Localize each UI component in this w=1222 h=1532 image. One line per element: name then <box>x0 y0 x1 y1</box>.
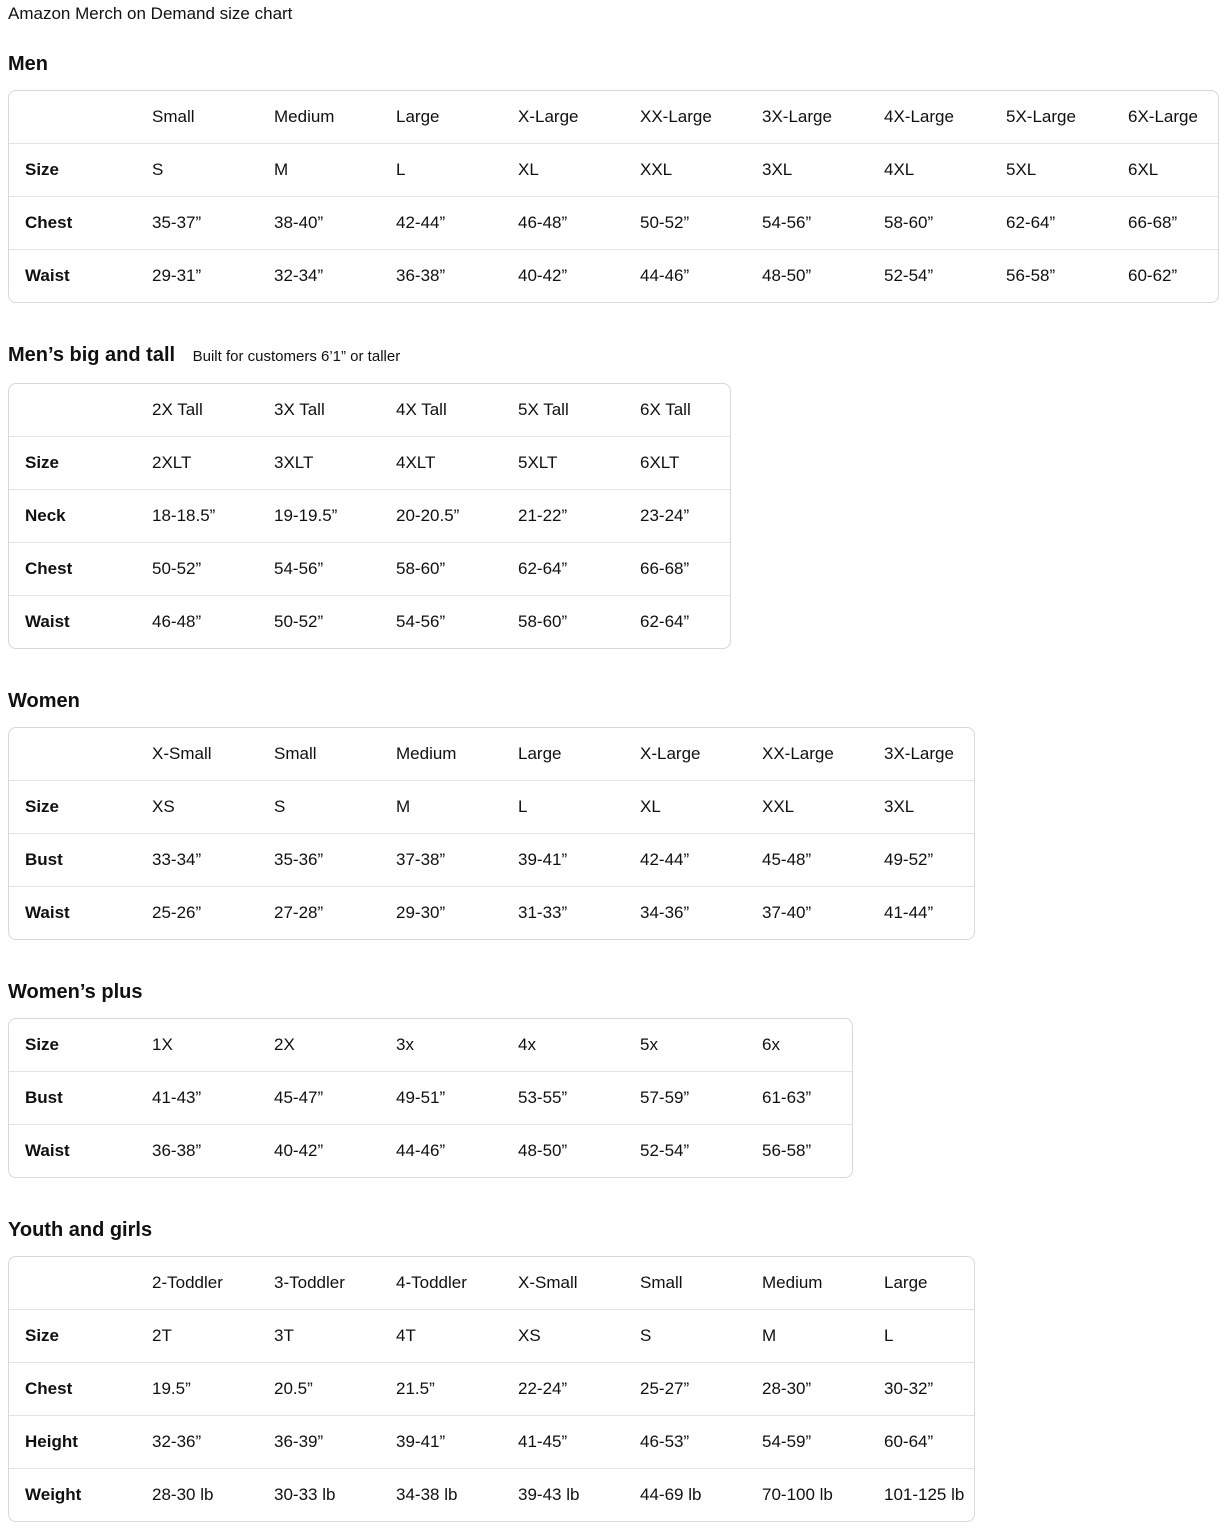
cell: 18-18.5” <box>136 490 258 543</box>
cell: 62-64” <box>502 543 624 596</box>
cell: 57-59” <box>624 1072 746 1125</box>
section-title: Women’s plus <box>8 981 143 1003</box>
cell: 58-60” <box>502 596 624 649</box>
row-label: Height <box>9 1416 136 1469</box>
cell: M <box>746 1310 868 1363</box>
table-row <box>9 1469 974 1522</box>
cell: 3x <box>396 1035 414 1054</box>
cell: 2T <box>136 1310 258 1363</box>
section-youth-and-girls <box>8 1218 1214 1522</box>
cell: L <box>868 1310 974 1363</box>
table-row <box>9 250 1218 303</box>
section-womens-plus <box>8 980 1214 1178</box>
cell: 6XL <box>1112 144 1218 197</box>
column-header: Medium <box>274 107 335 126</box>
column-header: 3-Toddler <box>274 1273 345 1292</box>
size-table-card <box>8 1256 975 1522</box>
cell: 41-45” <box>502 1416 624 1469</box>
cell: 20-20.5” <box>380 490 502 543</box>
column-header-row <box>9 1257 974 1310</box>
column-header: 6X Tall <box>640 400 691 419</box>
cell: 22-24” <box>502 1363 624 1416</box>
row-label: Chest <box>9 543 136 596</box>
table-row <box>9 1125 852 1178</box>
cell: 70-100 lb <box>746 1469 868 1522</box>
cell: 53-55” <box>502 1072 624 1125</box>
cell: 40-42” <box>258 1125 380 1178</box>
row-label: Bust <box>9 1072 136 1125</box>
cell: 37-40” <box>746 887 868 940</box>
cell: 30-32” <box>868 1363 974 1416</box>
cell: 54-56” <box>258 543 380 596</box>
column-header: Small <box>274 744 317 763</box>
column-header: 5X Tall <box>518 400 569 419</box>
table-row <box>9 197 1218 250</box>
cell: 34-38 lb <box>380 1469 502 1522</box>
cell: 62-64” <box>990 197 1112 250</box>
cell: XL <box>502 144 624 197</box>
size-table <box>9 1257 974 1521</box>
cell: 46-53” <box>624 1416 746 1469</box>
row-label: Size <box>9 781 136 834</box>
cell: M <box>258 144 380 197</box>
cell: 56-58” <box>990 250 1112 303</box>
cell: 29-31” <box>136 250 258 303</box>
cell: 36-38” <box>380 250 502 303</box>
cell: XS <box>136 781 258 834</box>
column-header: 2X Tall <box>152 400 203 419</box>
cell: 23-24” <box>624 490 730 543</box>
cell: S <box>258 781 380 834</box>
section-title: Youth and girls <box>8 1219 153 1241</box>
column-header: 2-Toddler <box>152 1273 223 1292</box>
cell: 3T <box>258 1310 380 1363</box>
cell: 3XL <box>868 781 974 834</box>
column-header-row <box>9 91 1218 144</box>
cell: 19-19.5” <box>258 490 380 543</box>
cell: 3XL <box>746 144 868 197</box>
size-table <box>9 1019 852 1177</box>
cell: 32-34” <box>258 250 380 303</box>
cell: 66-68” <box>1112 197 1218 250</box>
cell: 46-48” <box>136 596 258 649</box>
cell: 50-52” <box>624 197 746 250</box>
cell: 54-56” <box>380 596 502 649</box>
corner-cell <box>9 728 136 781</box>
cell: 34-36” <box>624 887 746 940</box>
cell: 54-56” <box>746 197 868 250</box>
row-label: Neck <box>9 490 136 543</box>
cell: 4T <box>380 1310 502 1363</box>
table-row <box>9 1072 852 1125</box>
row-label: Waist <box>9 596 136 649</box>
row-label: Size <box>9 437 136 490</box>
cell: 21-22” <box>502 490 624 543</box>
cell: 28-30” <box>746 1363 868 1416</box>
cell: 48-50” <box>746 250 868 303</box>
cell: 38-40” <box>258 197 380 250</box>
cell: 61-63” <box>746 1072 852 1125</box>
cell: 58-60” <box>868 197 990 250</box>
cell: 2X <box>274 1035 295 1054</box>
cell: 29-30” <box>380 887 502 940</box>
cell: 25-27” <box>624 1363 746 1416</box>
cell: XS <box>502 1310 624 1363</box>
size-table <box>9 728 974 939</box>
column-header: Large <box>884 1273 928 1292</box>
cell: 52-54” <box>868 250 990 303</box>
page-title: Amazon Merch on Demand size chart <box>8 4 293 23</box>
cell: 35-37” <box>136 197 258 250</box>
table-row <box>9 1416 974 1469</box>
column-header: 4X Tall <box>396 400 447 419</box>
cell: 44-46” <box>624 250 746 303</box>
section-women <box>8 689 1214 940</box>
cell: 21.5” <box>380 1363 502 1416</box>
size-table-card <box>8 727 975 940</box>
cell: 3XLT <box>258 437 380 490</box>
cell: 101-125 lb <box>868 1469 974 1522</box>
cell: 60-64” <box>868 1416 974 1469</box>
cell: 56-58” <box>746 1125 852 1178</box>
row-label: Waist <box>9 250 136 303</box>
cell: L <box>380 144 502 197</box>
cell: 36-39” <box>258 1416 380 1469</box>
row-label: Size <box>25 1035 60 1054</box>
table-row <box>9 1363 974 1416</box>
cell: 6XLT <box>624 437 730 490</box>
cell: S <box>624 1310 746 1363</box>
section-title: Men <box>8 53 48 75</box>
table-row <box>9 887 974 940</box>
row-label: Waist <box>9 1125 136 1178</box>
column-header: Medium <box>762 1273 823 1292</box>
cell: 39-41” <box>502 834 624 887</box>
cell: 32-36” <box>136 1416 258 1469</box>
corner-cell <box>9 384 136 437</box>
cell: 36-38” <box>136 1125 258 1178</box>
cell: 19.5” <box>136 1363 258 1416</box>
cell: L <box>502 781 624 834</box>
table-row <box>9 781 974 834</box>
cell: S <box>136 144 258 197</box>
cell: 48-50” <box>502 1125 624 1178</box>
cell: 45-48” <box>746 834 868 887</box>
column-header: Medium <box>396 744 457 763</box>
cell: 5x <box>640 1035 658 1054</box>
size-table <box>9 91 1218 302</box>
table-row <box>9 144 1218 197</box>
column-header: X-Small <box>518 1273 578 1292</box>
row-label: Size <box>9 1310 136 1363</box>
table-row <box>9 596 730 649</box>
cell: 30-33 lb <box>258 1469 380 1522</box>
table-row <box>9 437 730 490</box>
cell: 4XLT <box>380 437 502 490</box>
size-table-card <box>8 1018 853 1178</box>
column-header: Small <box>640 1273 683 1292</box>
column-header-row <box>9 728 974 781</box>
size-chart-page <box>8 2 1214 1522</box>
cell: XL <box>624 781 746 834</box>
cell: 31-33” <box>502 887 624 940</box>
row-label: Weight <box>9 1469 136 1522</box>
column-header: X-Large <box>640 744 701 763</box>
cell: 25-26” <box>136 887 258 940</box>
column-header: 4X-Large <box>884 107 954 126</box>
cell: 50-52” <box>258 596 380 649</box>
row-label: Size <box>9 144 136 197</box>
table-row <box>9 490 730 543</box>
column-header: 4-Toddler <box>396 1273 467 1292</box>
cell: 27-28” <box>258 887 380 940</box>
cell: 39-41” <box>380 1416 502 1469</box>
cell: 45-47” <box>258 1072 380 1125</box>
column-header: X-Small <box>152 744 212 763</box>
sections-container <box>8 52 1214 1522</box>
column-header: Large <box>396 107 440 126</box>
cell: 44-46” <box>380 1125 502 1178</box>
cell: 5XLT <box>502 437 624 490</box>
table-row <box>9 1310 974 1363</box>
section-men <box>8 52 1214 303</box>
cell: XXL <box>746 781 868 834</box>
column-header: 3X-Large <box>762 107 832 126</box>
column-header: Large <box>518 744 562 763</box>
cell: 4XL <box>868 144 990 197</box>
cell: 58-60” <box>380 543 502 596</box>
row-label: Chest <box>9 1363 136 1416</box>
column-header: 5X-Large <box>1006 107 1076 126</box>
cell: 5XL <box>990 144 1112 197</box>
cell: 40-42” <box>502 250 624 303</box>
size-table-card <box>8 383 731 649</box>
column-header: XX-Large <box>640 107 712 126</box>
cell: 66-68” <box>624 543 730 596</box>
row-label: Waist <box>9 887 136 940</box>
cell: XXL <box>624 144 746 197</box>
cell: 6x <box>762 1035 780 1054</box>
column-header: 6X-Large <box>1128 107 1198 126</box>
cell: 54-59” <box>746 1416 868 1469</box>
corner-cell <box>9 1257 136 1310</box>
row-label: Chest <box>9 197 136 250</box>
table-row <box>9 543 730 596</box>
column-header: 3X Tall <box>274 400 325 419</box>
cell: 60-62” <box>1112 250 1218 303</box>
cell: 33-34” <box>136 834 258 887</box>
column-header: Small <box>152 107 195 126</box>
cell: 39-43 lb <box>502 1469 624 1522</box>
cell: 41-44” <box>868 887 974 940</box>
cell: 44-69 lb <box>624 1469 746 1522</box>
cell: 35-36” <box>258 834 380 887</box>
column-header-row <box>9 384 730 437</box>
cell: 49-51” <box>380 1072 502 1125</box>
cell: 41-43” <box>136 1072 258 1125</box>
table-row <box>9 834 974 887</box>
cell: 28-30 lb <box>136 1469 258 1522</box>
cell: 62-64” <box>624 596 730 649</box>
cell: 46-48” <box>502 197 624 250</box>
table-row <box>9 1019 852 1072</box>
cell: M <box>380 781 502 834</box>
cell: 42-44” <box>624 834 746 887</box>
cell: 49-52” <box>868 834 974 887</box>
section-title: Men’s big and tall <box>8 344 176 366</box>
cell: 37-38” <box>380 834 502 887</box>
corner-cell <box>9 91 136 144</box>
section-title: Women <box>8 690 80 712</box>
cell: 42-44” <box>380 197 502 250</box>
section-subtitle: Built for customers 6’1” or taller <box>192 348 401 365</box>
cell: 50-52” <box>136 543 258 596</box>
column-header: 3X-Large <box>884 744 954 763</box>
column-header: XX-Large <box>762 744 834 763</box>
column-header: X-Large <box>518 107 579 126</box>
cell: 4x <box>518 1035 536 1054</box>
cell: 2XLT <box>136 437 258 490</box>
size-table-card <box>8 90 1219 303</box>
size-table <box>9 384 730 648</box>
section-mens-big-and-tall <box>8 343 1214 649</box>
cell: 1X <box>152 1035 173 1054</box>
row-label: Bust <box>9 834 136 887</box>
cell: 20.5” <box>258 1363 380 1416</box>
cell: 52-54” <box>624 1125 746 1178</box>
